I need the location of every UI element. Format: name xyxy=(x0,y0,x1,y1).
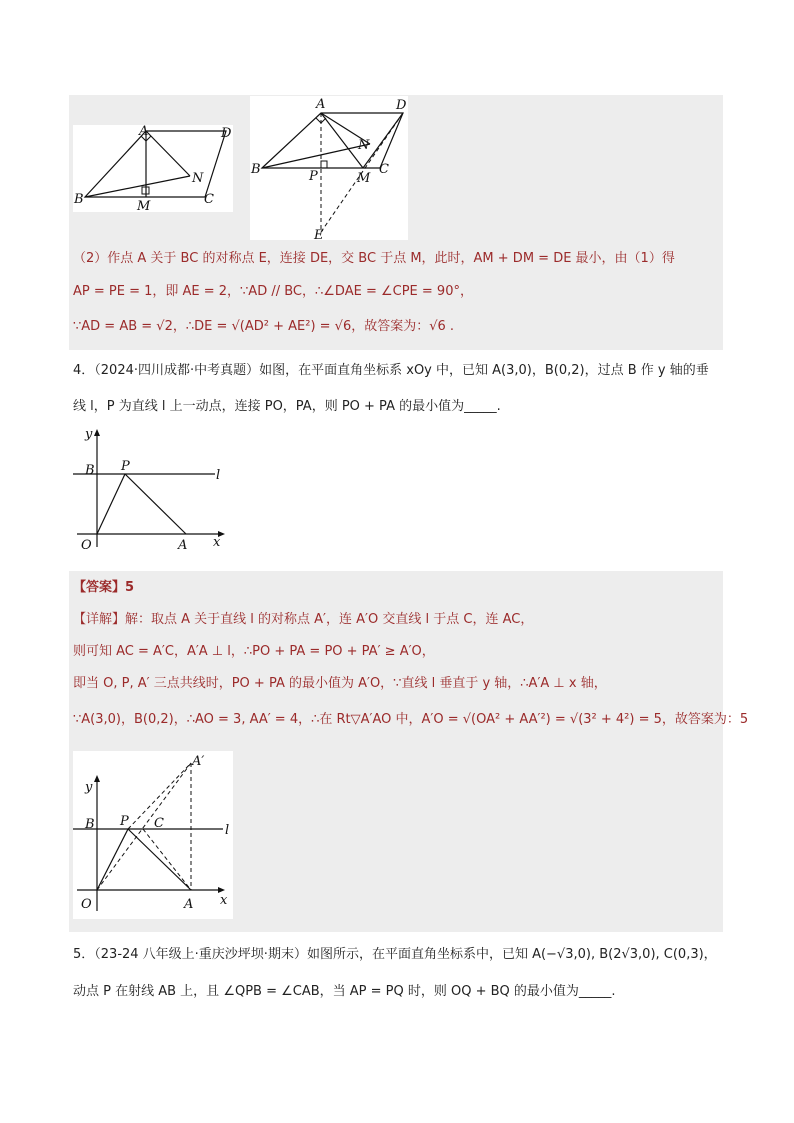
q4-fig-label-A: A xyxy=(178,538,188,553)
q4-fig-label-x: x xyxy=(213,535,221,550)
q4-ans-fig-label-P: P xyxy=(120,814,129,829)
q4-ans-fig-label-O: O xyxy=(81,897,92,912)
fig2-label-D: D xyxy=(396,98,407,113)
fig1-label-B: B xyxy=(74,192,84,207)
q4-line-1: 4．（2024·四川成都·中考真题）如图，在平面直角坐标系 xOy 中，已知 A(3,0)，B(0,2)，过点 B 作 y 轴的垂 xyxy=(73,363,709,378)
q4-fig-label-P: P xyxy=(121,459,130,474)
fig1-label-M: M xyxy=(137,199,151,212)
q5-line-2: 动点 P 在射线 AB 上，且 ∠QPB = ∠CAB，当 AP = PQ 时，则 OQ + BQ 的最小值为_____. xyxy=(73,984,616,999)
figure-parallelogram-1 xyxy=(73,125,233,212)
q4-ans-fig-label-B: B xyxy=(85,817,95,832)
q5-line-1: 5．（23-24 八年级上·重庆沙坪坝·期末）如图所示，在平面直角坐标系中，已知 A(−√3,0), B(2√3,0), C(0,3)， xyxy=(73,947,717,962)
q4-detail-line-2: 则可知 AC = A′C，A′A ⊥ l，∴PO + PA = PO + PA′ ≥ A′O， xyxy=(73,644,435,659)
fig2-label-A: A xyxy=(316,97,326,112)
fig1-label-N: N xyxy=(192,171,204,186)
q4-ans-fig-label-x: x xyxy=(220,893,228,908)
q4-fig-label-l: l xyxy=(216,468,221,483)
q4-fig-label-y: y xyxy=(85,427,93,442)
q4-figure xyxy=(73,425,233,555)
prev-solution-line-2: AP = PE = 1，即 AE = 2，∵AD // BC，∴∠DAE = ∠CPE = 90°， xyxy=(73,284,473,299)
figure-parallelogram-2 xyxy=(250,96,408,240)
q4-answer: 【答案】5 xyxy=(73,580,135,595)
q4-ans-fig-label-A: A xyxy=(184,897,194,912)
q4-ans-fig-label-l: l xyxy=(225,823,230,838)
q4-ans-fig-label-A-prime: A′ xyxy=(192,754,205,769)
fig2-label-B: B xyxy=(251,162,261,177)
q4-answer-figure xyxy=(73,751,233,919)
fig2-label-N: N xyxy=(358,138,370,153)
prev-solution-line-3: ∵AD = AB = √2，∴DE = √(AD² + AE²) = √6，故答案为：√6 . xyxy=(73,319,455,334)
q4-fig-label-O: O xyxy=(81,538,92,553)
fig1-label-A: A xyxy=(139,125,149,139)
fig2-label-P: P xyxy=(309,169,318,184)
q4-fig-label-B: B xyxy=(85,463,95,478)
fig1-label-D: D xyxy=(221,126,232,141)
q4-detail-line-4: ∵A(3,0)，B(0,2)，∴AO = 3, AA′ = 4，∴在 Rt▽A′AO 中，A′O = √(OA² + AA′²) = √(3² + 4²) = 5，故答案为：5 xyxy=(73,712,749,727)
q4-detail-line-1: 【详解】解：取点 A 关于直线 l 的对称点 A′，连 A′O 交直线 l 于点 C，连 AC， xyxy=(73,612,534,627)
q4-ans-fig-label-y: y xyxy=(85,780,93,795)
prev-solution-line-1: （2）作点 A 关于 BC 的对称点 E，连接 DE，交 BC 于点 M，此时，AM + DM = DE 最小，由（1）得 xyxy=(73,251,675,266)
q4-detail-line-3: 即当 O, P, A′ 三点共线时，PO + PA 的最小值为 A′O，∵直线 l 垂直于 y 轴，∴A′A ⊥ x 轴， xyxy=(73,676,607,691)
q4-ans-fig-label-C: C xyxy=(154,816,164,831)
fig2-label-E: E xyxy=(314,228,324,240)
fig1-label-C: C xyxy=(204,192,214,207)
q4-line-2: 线 l，P 为直线 l 上一动点，连接 PO，PA，则 PO + PA 的最小值为_____. xyxy=(73,399,501,414)
fig2-label-M: M xyxy=(357,171,371,186)
fig2-label-C: C xyxy=(379,162,389,177)
